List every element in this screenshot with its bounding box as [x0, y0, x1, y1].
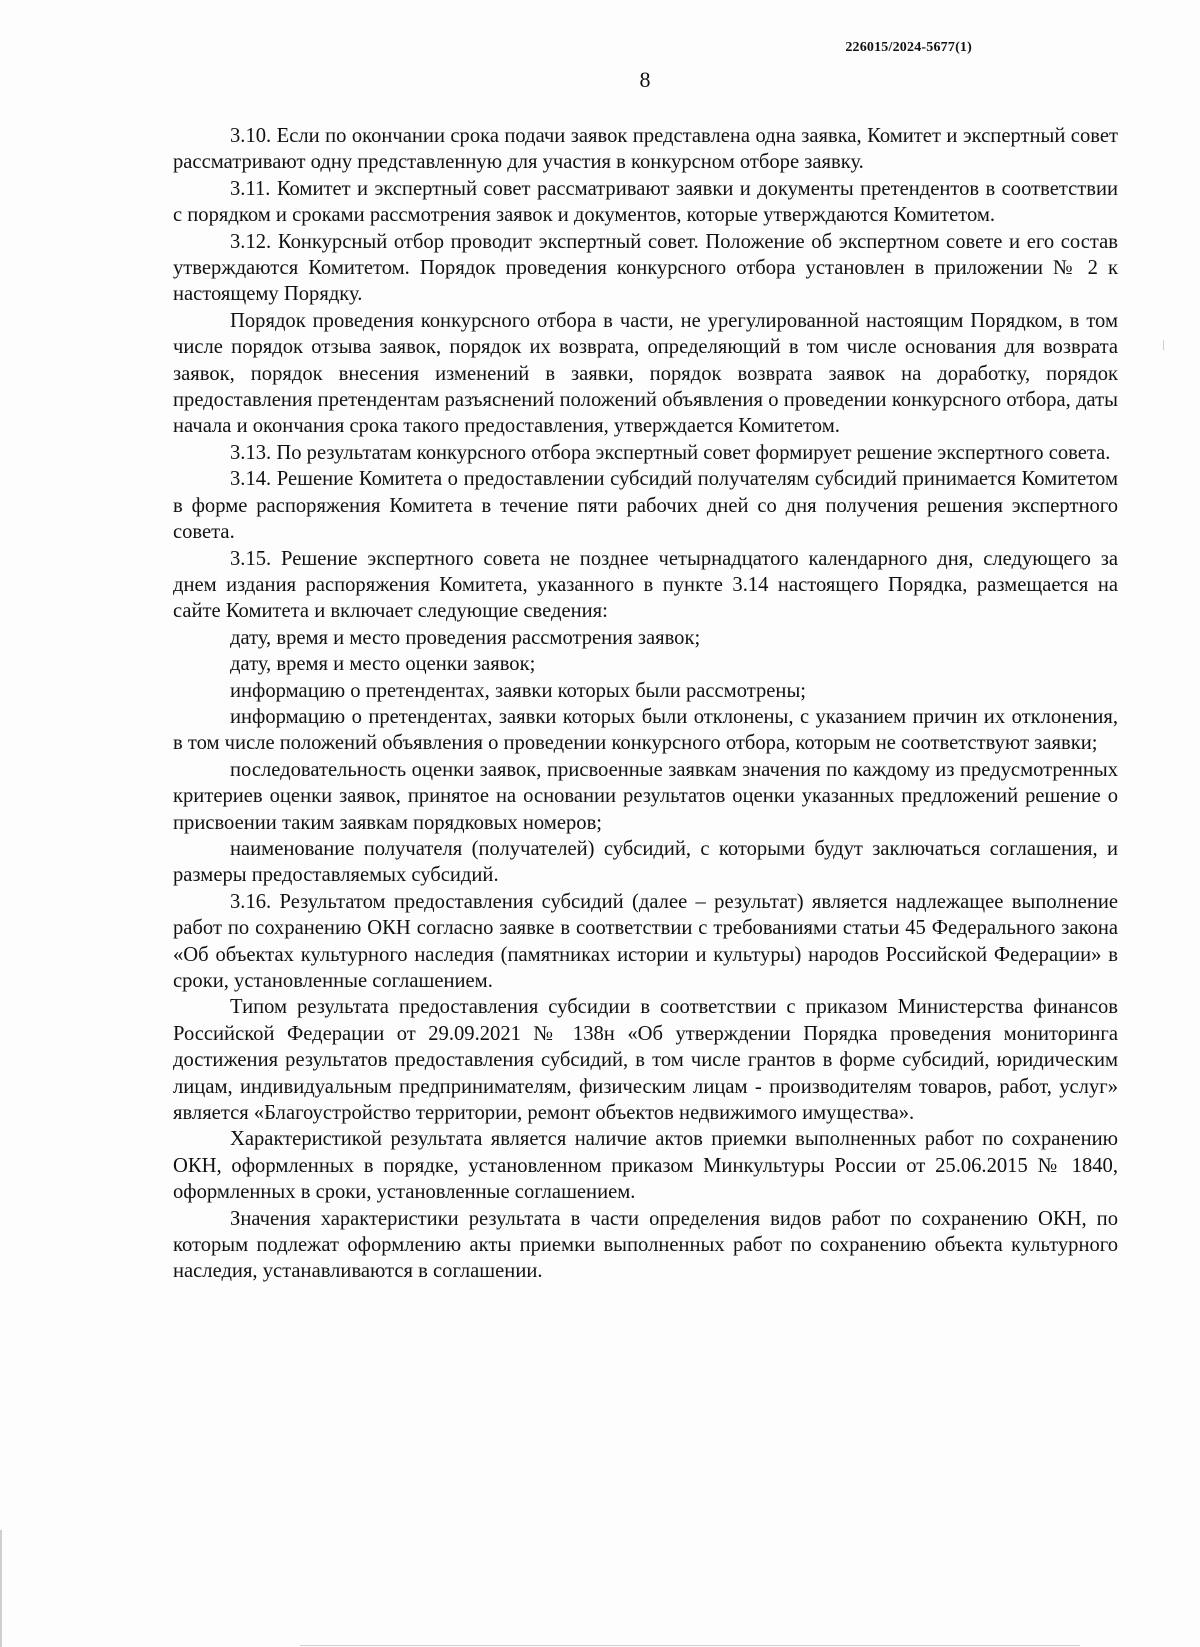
scan-artifact-left-edge	[0, 1530, 2, 1647]
paragraph-3-15: 3.15. Решение экспертного совета не позднее четырнадцатого календарного дня, следующего за днем издания распоряжения Комитета, указанного в пункте 3.14 настоящего Порядка, размещается на сайте Комитета и включает следующие сведения:	[173, 547, 1118, 623]
list-item-evaluation-date: дату, время и место оценки заявок;	[230, 653, 536, 676]
list-item-recipients: наименование получателя (получателей) субсидий, с которыми будут заключаться соглашения, и размеры предоставляемых субсидий.	[173, 837, 1118, 887]
document-registration-number: 226015/2024-5677(1)	[845, 40, 972, 55]
page-number: 8	[639, 67, 651, 92]
paragraph-3-11: 3.11. Комитет и экспертный совет рассматривают заявки и документы претендентов в соответствии с порядком и сроками рассмотрения заявок и документов, которые утверждаются Комитетом.	[173, 177, 1118, 227]
paragraph-3-14: 3.14. Решение Комитета о предоставлении субсидий получателям субсидий принимается Комитетом в форме распоряжения Комитета в течение пяти рабочих дней со дня получения решения экспертного совета.	[173, 468, 1118, 544]
paragraph-result-characteristic: Характеристикой результата является наличие актов приемки выполненных работ по сохранению ОКН, оформленных в порядке, установленном приказом Минкультуры России от 25.06.2015 № 1840, оформленных в сроки, установленные соглашением.	[173, 1128, 1118, 1204]
paragraph-result-type: Типом результата предоставления субсидии в соответствии с приказом Министерства финансов Российской Федерации от 29.09.2021 № 138н «Об утверждении Порядка проведения мониторинга достижения результатов предоставления субсидий, в том числе грантов в форме субсидий, юридическим лицам, индивидуальным предпринимателям, физическим лицам - производителям товаров, работ, услуг» является «Благоустройство территории, ремонт объектов недвижимого имущества».	[173, 996, 1118, 1125]
scan-artifact-bottom-line	[300, 1645, 1080, 1646]
paragraph-characteristic-values: Значения характеристики результата в части определения видов работ по сохранению ОКН, по которым подлежат оформлению акты приемки выполненных работ по сохранению объекта культурного наследия, устанавливаются в соглашении.	[173, 1207, 1118, 1283]
list-item-evaluation-sequence: последовательность оценки заявок, присвоенные заявкам значения по каждому из предусмотренных критериев оценки заявок, принятое на основании результатов оценки указанных предложений решение о присвоении таким заявкам порядковых номеров;	[173, 758, 1118, 834]
document-body	[173, 123, 1118, 1285]
paragraph-3-12: 3.12. Конкурсный отбор проводит экспертный совет. Положение об экспертном совете и его состав утверждаются Комитетом. Порядок проведения конкурсного отбора установлен в приложении № 2 к настоящему Порядку.	[173, 230, 1118, 306]
scan-artifact-right-mark	[1163, 340, 1164, 350]
list-item-rejected-applicants: информацию о претендентах, заявки которых были отклонены, с указанием причин их отклонения, в том числе положений объявления о проведении конкурсного отбора, которым не соответствуют заявки;	[173, 705, 1118, 755]
paragraph-3-10: 3.10. Если по окончании срока подачи заявок представлена одна заявка, Комитет и экспертный совет рассматривают одну представленную для участия в конкурсном отборе заявку.	[173, 125, 1118, 174]
paragraph-3-16: 3.16. Результатом предоставления субсидий (далее – результат) является надлежащее выполнение работ по сохранению ОКН согласно заявке в соответствии с требованиями статьи 45 Федерального закона «Об объектах культурного наследия (памятниках истории и культуры) народов Российской Федерации» в сроки, установленные соглашением.	[173, 890, 1118, 992]
list-item-review-date: дату, время и место проведения рассмотрения заявок;	[230, 626, 701, 649]
list-item-reviewed-applicants: информацию о претендентах, заявки которых были рассмотрены;	[230, 679, 807, 702]
paragraph-3-13: 3.13. По результатам конкурсного отбора экспертный совет формирует решение экспертного совета.	[230, 441, 1111, 464]
paragraph-competition-procedure: Порядок проведения конкурсного отбора в части, не урегулированной настоящим Порядком, в том числе порядок отзыва заявок, порядок их возврата, определяющий в том числе основания для возврата заявок, порядок внесения изменений в заявки, порядок возврата заявок на доработку, порядок предоставления претендентам разъяснений положений объявления о проведении конкурсного отбора, даты начала и окончания срока такого предоставления, утверждается Комитетом.	[173, 309, 1118, 438]
